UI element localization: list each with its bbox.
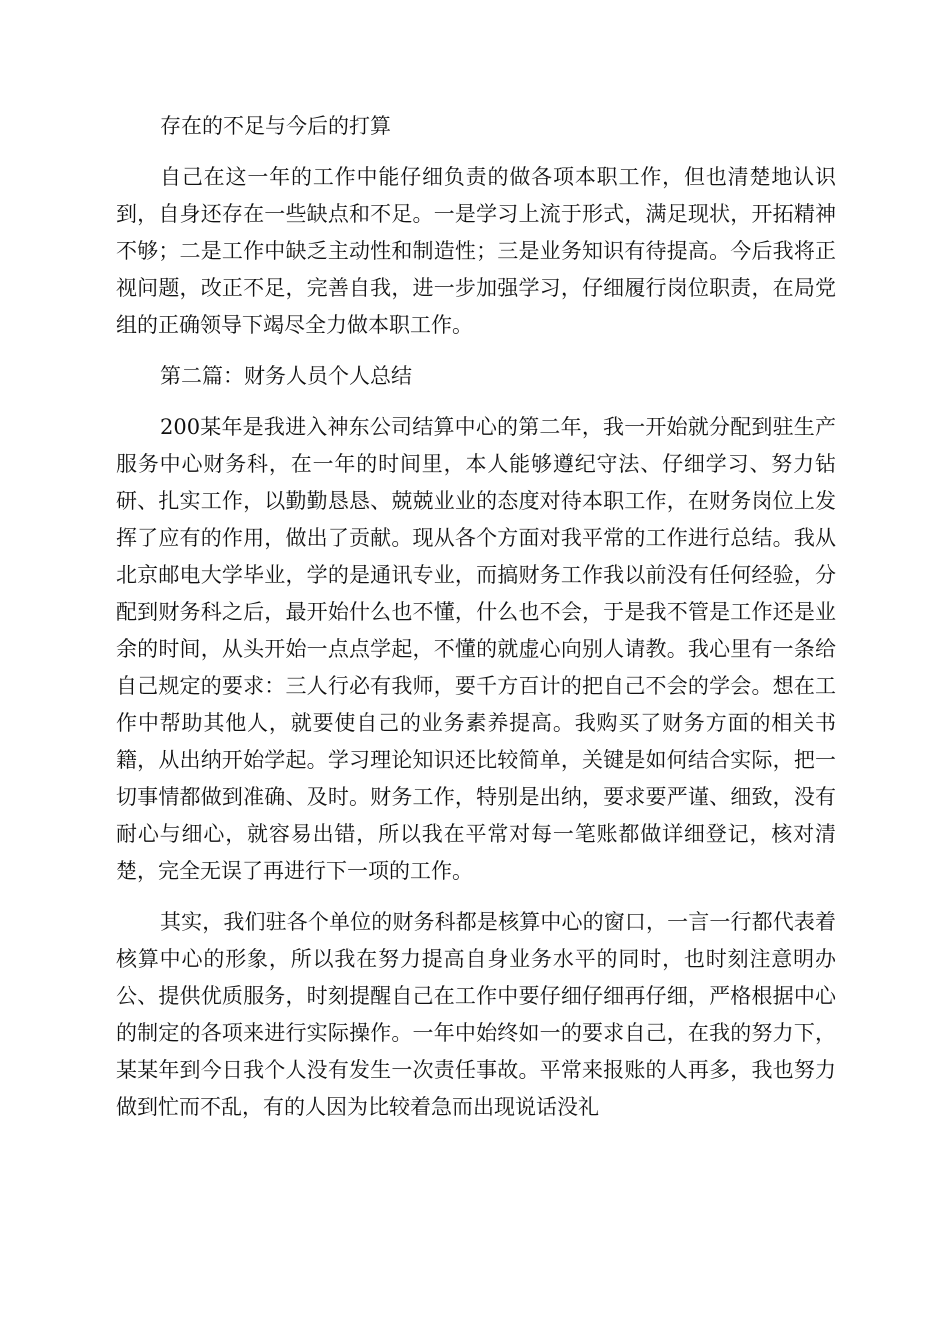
document-body (116, 108, 836, 1140)
section-heading-second-article: 第二篇：财务人员个人总结 (160, 364, 412, 388)
paragraph-work-summary: 200某年是我进入神东公司结算中心的第二年，我一开始就分配到驻生产服务中心财务科，在一年的时间里，本人能够遵纪守法、仔细学习、努力钻研、扎实工作，以勤勤恳恳、兢兢业业的态度对待本职工作，在财务岗位上发挥了应有的作用，做出了贡献。现从各个方面对我平常的工作进行总结。我从北京邮电大学毕业，学的是通讯专业，而搞财务工作我以前没有任何经验，分配到财务科之后，最开始什么也不懂，什么也不会，于是我不管是工作还是业余的时间，从头开始一点点学起，不懂的就虚心向别人请教。我心里有一条给自己规定的要求：三人行必有我师，要千方百计的把自己不会的学会。想在工作中帮助其他人，就要使自己的业务素养提高。我购买了财务方面的相关书籍，从出纳开始学起。学习理论知识还比较简单，关键是如何结合实际，把一切事情都做到准确、及时。财务工作，特别是出纳，要求要严谨、细致，没有耐心与细心，就容易出错，所以我在平常对每一笔账都做详细登记，核对清楚，完全无误了再进行下一项的工作。 (116, 415, 836, 883)
paragraph-shortcomings: 自己在这一年的工作中能仔细负责的做各项本职工作，但也清楚地认识到，自身还存在一些缺点和不足。一是学习上流于形式，满足现状，开拓精神不够；二是工作中缺乏主动性和制造性；三是业务知识有待提高。今后我将正视问题，改正不足，完善自我，进一步加强学习，仔细履行岗位职责，在局党组的正确领导下竭尽全力做本职工作。 (116, 165, 836, 337)
paragraph-service-window: 其实，我们驻各个单位的财务科都是核算中心的窗口，一言一行都代表着核算中心的形象，所以我在努力提高自身业务水平的同时，也时刻注意明办公、提供优质服务，时刻提醒自己在工作中要仔细仔细再仔细，严格根据中心的制定的各项来进行实际操作。一年中始终如一的要求自己，在我的努力下，某某年到今日我个人没有发生一次责任事故。平常来报账的人再多，我也努力做到忙而不乱，有的人因为比较着急而出现说话没礼 (116, 910, 836, 1119)
section-heading-shortcomings: 存在的不足与今后的打算 (160, 114, 391, 138)
